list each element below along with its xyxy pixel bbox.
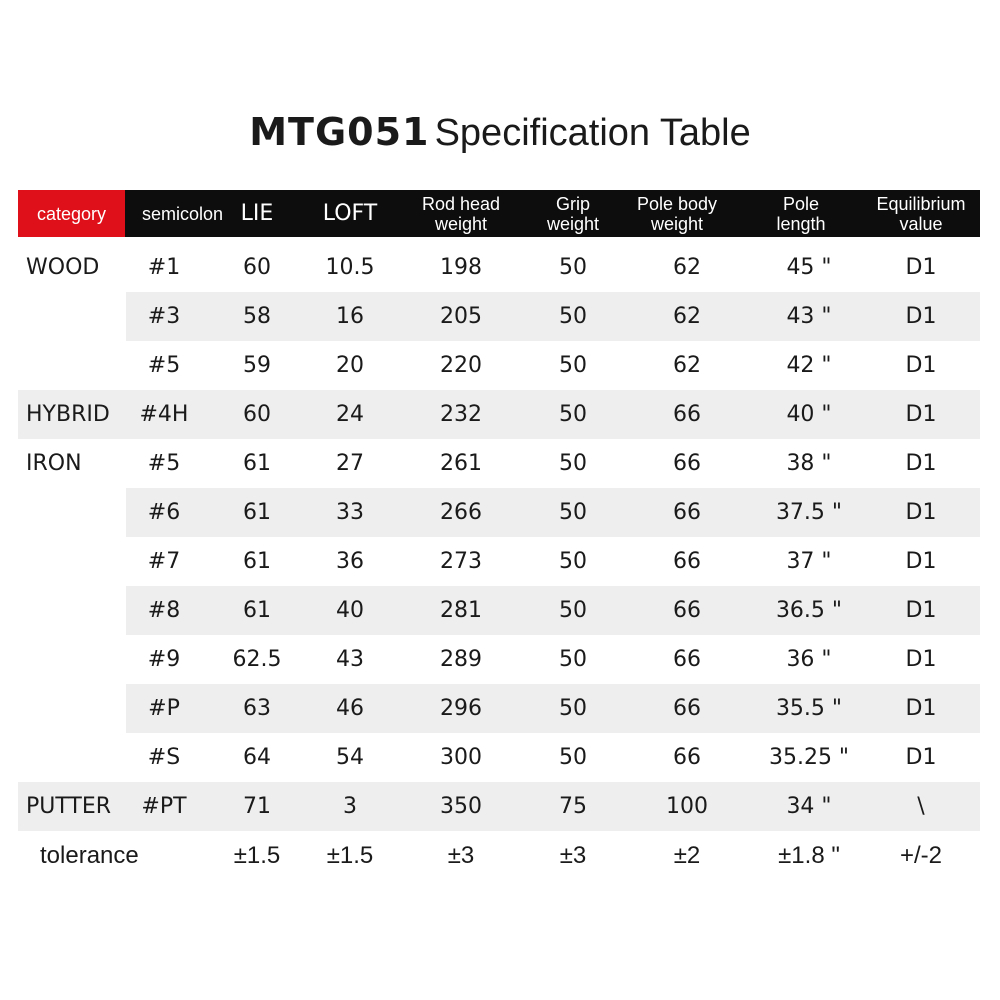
header-pole-length [754, 190, 848, 237]
row-category: PUTTER [26, 794, 112, 819]
row-rod-head-weight: 220 [440, 353, 482, 378]
row-semicolon: #9 [147, 647, 181, 672]
row-equilibrium-value: D1 [905, 353, 937, 378]
row-pole-body-weight: 62 [673, 255, 701, 280]
table-row [18, 537, 980, 586]
table-row [18, 733, 980, 782]
row-equilibrium-value: D1 [905, 745, 937, 770]
row-pole-length: 35.25 " [768, 745, 850, 770]
row-loft: 16 [336, 304, 364, 329]
row-equilibrium-value: D1 [905, 549, 937, 574]
tolerance-row [18, 831, 980, 880]
row-grip-weight: 50 [559, 451, 587, 476]
row-equilibrium-value: D1 [905, 451, 937, 476]
tolerance-lie: ±1.5 [233, 841, 281, 869]
row-rod-head-weight: 273 [440, 549, 482, 574]
row-lie: 62.5 [232, 647, 282, 672]
row-rod-head-weight: 296 [440, 696, 482, 721]
row-category [26, 733, 130, 782]
row-pole-body-weight: 100 [666, 794, 708, 819]
row-loft: 10.5 [325, 255, 375, 280]
header-semicolon: semicolon [141, 203, 224, 224]
tolerance-equilibrium-value: +/-2 [899, 841, 943, 869]
row-equilibrium-value: D1 [905, 255, 937, 280]
row-lie: 60 [243, 402, 271, 427]
table-row [18, 586, 980, 635]
page-title [0, 110, 1000, 155]
row-semicolon: #1 [147, 255, 181, 280]
row-rod-head-weight: 261 [440, 451, 482, 476]
row-lie: 61 [243, 549, 271, 574]
row-lie: 61 [243, 598, 271, 623]
row-grip-weight: 50 [559, 647, 587, 672]
row-loft: 54 [336, 745, 364, 770]
row-pole-body-weight: 66 [673, 598, 701, 623]
header-equilibrium-value [864, 190, 978, 237]
row-semicolon: #7 [147, 549, 181, 574]
row-loft: 3 [343, 794, 357, 819]
table-row [18, 341, 980, 390]
header-grip-line1: Grip [555, 193, 590, 214]
row-grip-weight: 50 [559, 402, 587, 427]
row-lie: 64 [243, 745, 271, 770]
row-semicolon: #3 [147, 304, 181, 329]
table-row [18, 635, 980, 684]
row-pole-length: 45 " [786, 255, 832, 280]
row-loft: 36 [336, 549, 364, 574]
row-pole-body-weight: 66 [673, 402, 701, 427]
row-semicolon: #5 [147, 451, 181, 476]
row-pole-length: 36.5 " [775, 598, 843, 623]
header-rod-head-weight [400, 190, 522, 237]
row-loft: 43 [336, 647, 364, 672]
row-pole-body-weight: 66 [673, 451, 701, 476]
row-pole-length: 35.5 " [775, 696, 843, 721]
row-lie: 61 [243, 451, 271, 476]
row-grip-weight: 50 [559, 353, 587, 378]
row-equilibrium-value: D1 [905, 500, 937, 525]
table-row [18, 782, 980, 831]
row-pole-length: 43 " [786, 304, 832, 329]
row-semicolon: #4H [139, 402, 189, 427]
row-equilibrium-value: D1 [905, 598, 937, 623]
table-row [18, 243, 980, 292]
row-lie: 59 [243, 353, 271, 378]
row-equilibrium-value: D1 [905, 647, 937, 672]
row-semicolon: #S [147, 745, 181, 770]
row-pole-length: 37 " [786, 549, 832, 574]
row-loft: 20 [336, 353, 364, 378]
row-equilibrium-value: \ [917, 794, 925, 819]
row-pole-length: 37.5 " [775, 500, 843, 525]
table-row [18, 684, 980, 733]
row-semicolon: #8 [147, 598, 181, 623]
row-equilibrium-value: D1 [905, 304, 937, 329]
header-equilibrium-line1: Equilibrium [876, 193, 966, 214]
row-pole-length: 40 " [786, 402, 832, 427]
tolerance-rod-head-weight: ±3 [447, 841, 475, 869]
row-pole-body-weight: 66 [673, 647, 701, 672]
row-rod-head-weight: 198 [440, 255, 482, 280]
row-semicolon: #6 [147, 500, 181, 525]
row-rod-head-weight: 300 [440, 745, 482, 770]
row-pole-length: 34 " [786, 794, 832, 819]
row-grip-weight: 75 [559, 794, 587, 819]
row-pole-body-weight: 66 [673, 549, 701, 574]
row-lie: 71 [243, 794, 271, 819]
row-rod-head-weight: 281 [440, 598, 482, 623]
row-category [26, 341, 130, 390]
row-pole-body-weight: 62 [673, 353, 701, 378]
row-loft: 33 [336, 500, 364, 525]
table-body [18, 243, 980, 880]
row-category: IRON [26, 451, 82, 476]
row-equilibrium-value: D1 [905, 402, 937, 427]
tolerance-grip-weight: ±3 [559, 841, 587, 869]
model-name: MTG051 [249, 110, 430, 154]
tolerance-pole-length: ±1.8 " [778, 841, 840, 869]
row-loft: 46 [336, 696, 364, 721]
row-pole-length: 42 " [786, 353, 832, 378]
header-pole-length-line2: length [776, 213, 826, 234]
header-rod-head-line2: weight [434, 213, 488, 234]
header-loft: LOFT [322, 200, 378, 226]
header-pole-body-line1: Pole body [636, 193, 718, 214]
row-grip-weight: 50 [559, 696, 587, 721]
row-category [26, 586, 130, 635]
row-grip-weight: 50 [559, 598, 587, 623]
row-rod-head-weight: 350 [440, 794, 482, 819]
row-loft: 40 [336, 598, 364, 623]
row-lie: 58 [243, 304, 271, 329]
row-category [26, 537, 130, 586]
header-equilibrium-line2: value [899, 213, 943, 234]
row-loft: 24 [336, 402, 364, 427]
header-grip-weight [530, 190, 616, 237]
row-lie: 61 [243, 500, 271, 525]
tolerance-label: tolerance [40, 841, 139, 869]
row-semicolon: #P [148, 696, 180, 721]
row-grip-weight: 50 [559, 549, 587, 574]
header-grip-line2: weight [546, 213, 600, 234]
row-semicolon: #PT [141, 794, 187, 819]
row-lie: 60 [243, 255, 271, 280]
table-header [18, 190, 980, 237]
tolerance-loft: ±1.5 [326, 841, 374, 869]
row-pole-length: 36 " [786, 647, 832, 672]
row-pole-length: 38 " [786, 451, 832, 476]
row-category [26, 292, 130, 341]
row-grip-weight: 50 [559, 304, 587, 329]
header-lie: LIE [240, 200, 274, 226]
row-equilibrium-value: D1 [905, 696, 937, 721]
row-rod-head-weight: 266 [440, 500, 482, 525]
table-row [18, 390, 980, 439]
row-grip-weight: 50 [559, 500, 587, 525]
header-pole-body-weight [622, 190, 732, 237]
row-pole-body-weight: 62 [673, 304, 701, 329]
header-rod-head-line1: Rod head [421, 193, 501, 214]
header-pole-body-line2: weight [650, 213, 704, 234]
tolerance-pole-body-weight: ±2 [673, 841, 701, 869]
row-category [26, 684, 130, 733]
row-rod-head-weight: 232 [440, 402, 482, 427]
row-grip-weight: 50 [559, 255, 587, 280]
row-rod-head-weight: 205 [440, 304, 482, 329]
table-row [18, 439, 980, 488]
row-semicolon: #5 [147, 353, 181, 378]
header-pole-length-line1: Pole [782, 193, 820, 214]
row-pole-body-weight: 66 [673, 696, 701, 721]
row-pole-body-weight: 66 [673, 500, 701, 525]
table-row [18, 488, 980, 537]
row-pole-body-weight: 66 [673, 745, 701, 770]
row-loft: 27 [336, 451, 364, 476]
row-category: HYBRID [26, 402, 110, 427]
row-lie: 63 [243, 696, 271, 721]
row-rod-head-weight: 289 [440, 647, 482, 672]
title-text: Specification Table [434, 112, 751, 154]
row-category [26, 635, 130, 684]
row-category: WOOD [26, 255, 100, 280]
row-grip-weight: 50 [559, 745, 587, 770]
table-row [18, 292, 980, 341]
header-category: category [18, 190, 125, 237]
row-category [26, 488, 130, 537]
